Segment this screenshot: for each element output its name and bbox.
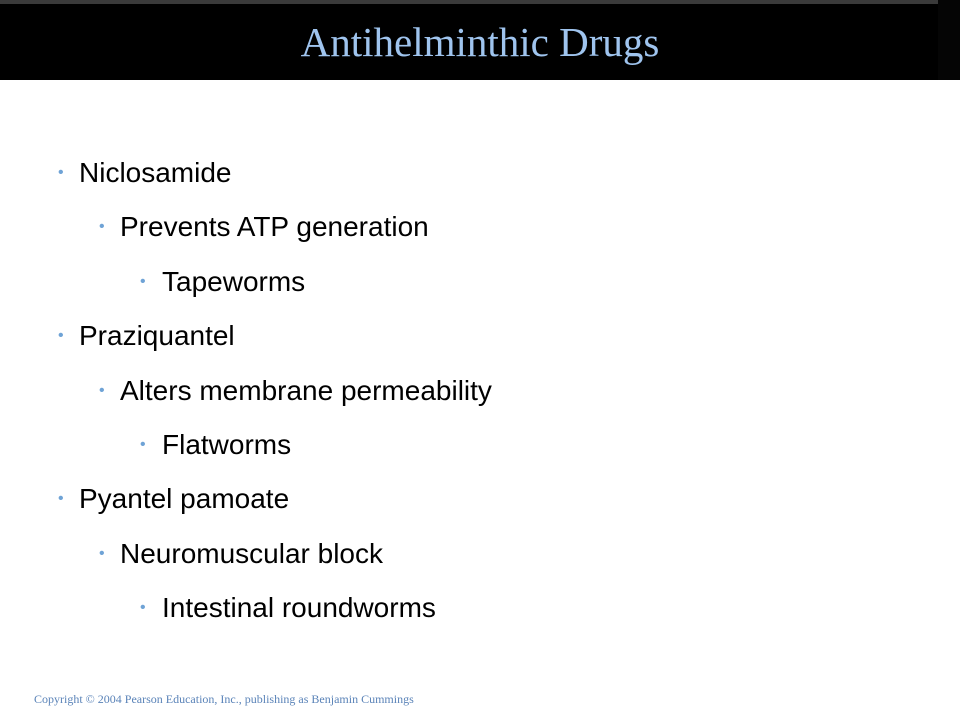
list-item (0, 255, 960, 309)
bullet-icon: • (99, 544, 105, 562)
list-item (0, 472, 960, 526)
slide-title: Antihelminthic Drugs (300, 19, 660, 65)
list-item (0, 309, 960, 363)
copyright-notice: Copyright © 2004 Pearson Education, Inc., publishing as Benjamin Cummings (34, 692, 414, 706)
bullet-text: Prevents ATP generation (120, 211, 429, 243)
bullet-text: Intestinal roundworms (162, 592, 436, 624)
title-bar (0, 0, 960, 80)
list-item (0, 581, 960, 635)
bullet-icon: • (58, 164, 64, 181)
bullet-text: Niclosamide (79, 157, 232, 188)
bullet-icon: • (140, 599, 146, 617)
bullet-text: Alters membrane permeability (120, 374, 492, 406)
bullet-text: Praziquantel (79, 320, 235, 352)
list-item (0, 200, 960, 254)
bullet-text: Flatworms (162, 428, 292, 460)
bullet-icon: • (140, 435, 146, 453)
bullet-icon: • (99, 381, 105, 399)
bullet-icon: • (99, 218, 105, 236)
bullet-icon: • (140, 272, 146, 290)
bullet-text: Tapeworms (162, 265, 306, 297)
bullet-text: Pyantel pamoate (79, 483, 290, 515)
list-item (0, 364, 960, 418)
bullet-list (0, 146, 960, 636)
list-item (0, 146, 960, 200)
list-item (0, 418, 960, 472)
bullet-icon: • (58, 490, 64, 508)
bullet-icon: • (58, 327, 64, 345)
bullet-text: Neuromuscular block (120, 537, 383, 569)
list-item (0, 527, 960, 581)
